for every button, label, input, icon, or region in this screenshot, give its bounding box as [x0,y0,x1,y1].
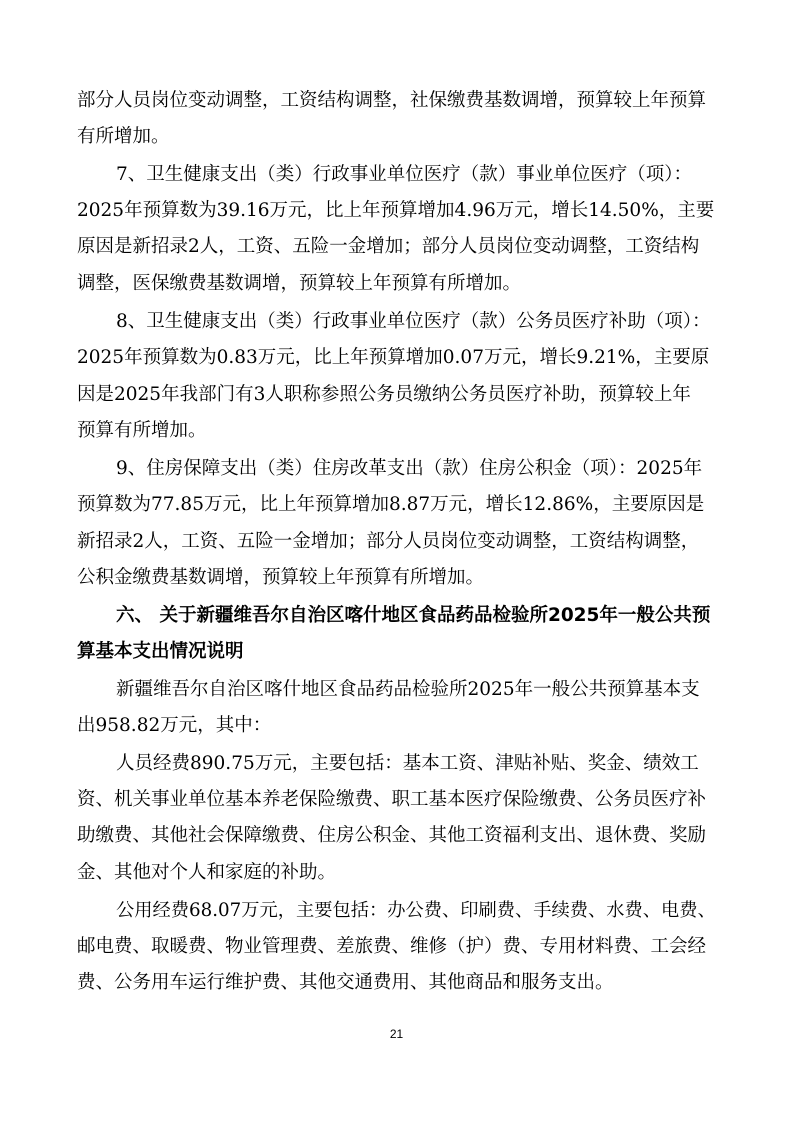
text-line: 邮电费、取暖费、物业管理费、差旅费、维修（护）费、专用材料费、工会经 [77,936,707,957]
text-line: 新招录2人，工资、五险一金增加；部分人员岗位变动调整，工资结构调整， [77,531,700,552]
text-line: 资、机关事业单位基本养老保险缴费、职工基本医疗保险缴费、公务员医疗补 [77,789,707,810]
section-heading: 六、 关于新疆维吾尔自治区喀什地区食品药品检验所2025年一般公共预 [116,605,711,626]
text-line: 助缴费、其他社会保障缴费、住房公积金、其他工资福利支出、退休费、奖励 [77,825,707,846]
text-line: 部分人员岗位变动调整，工资结构调整，社保缴费基数调增，预算较上年预算 [77,90,707,111]
text-line: 有所增加。 [77,126,170,147]
text-line: 预算有所增加。 [77,420,207,441]
text-line: 费、公务用车运行维护费、其他交通费用、其他商品和服务支出。 [77,972,614,993]
text-line: 原因是新招录2人，工资、五险一金增加；部分人员岗位变动调整，工资结构 [77,236,700,257]
text-line: 7、卫生健康支出（类）行政事业单位医疗（款）事业单位医疗（项）： [116,164,693,185]
text-line: 调整，医保缴费基数调增，预算较上年预算有所增加。 [77,273,522,294]
text-line: 因是2025年我部门有3人职称参照公务员缴纳公务员医疗补助，预算较上年 [77,384,691,405]
text-line: 预算数为77.85万元，比上年预算增加8.87万元，增长12.86%，主要原因是 [77,494,705,515]
text-line: 公积金缴费基数调增，预算较上年预算有所增加。 [77,567,485,588]
text-line: 新疆维吾尔自治区喀什地区食品药品检验所2025年一般公共预算基本支 [116,679,700,700]
text-line: 2025年预算数为0.83万元，比上年预算增加0.07万元，增长9.21%，主要原 [77,347,710,368]
page-number: 21 [389,1027,404,1041]
text-line: 出958.82万元，其中： [77,715,272,736]
text-line: 公用经费68.07万元，主要包括：办公费、印刷费、手续费、水费、电费、 [116,900,716,921]
text-line: 金、其他对个人和家庭的补助。 [77,862,337,883]
section-heading: 算基本支出情况说明 [77,641,244,662]
text-line: 2025年预算数为39.16万元，比上年预算增加4.96万元，增长14.50%，主要 [77,200,715,221]
text-line: 9、住房保障支出（类）住房改革支出（款）住房公积金（项）：2025年 [116,458,703,479]
text-line: 8、卫生健康支出（类）行政事业单位医疗（款）公务员医疗补助（项）： [116,311,711,332]
text-line: 人员经费890.75万元，主要包括：基本工资、津贴补贴、奖金、绩效工 [116,753,699,774]
